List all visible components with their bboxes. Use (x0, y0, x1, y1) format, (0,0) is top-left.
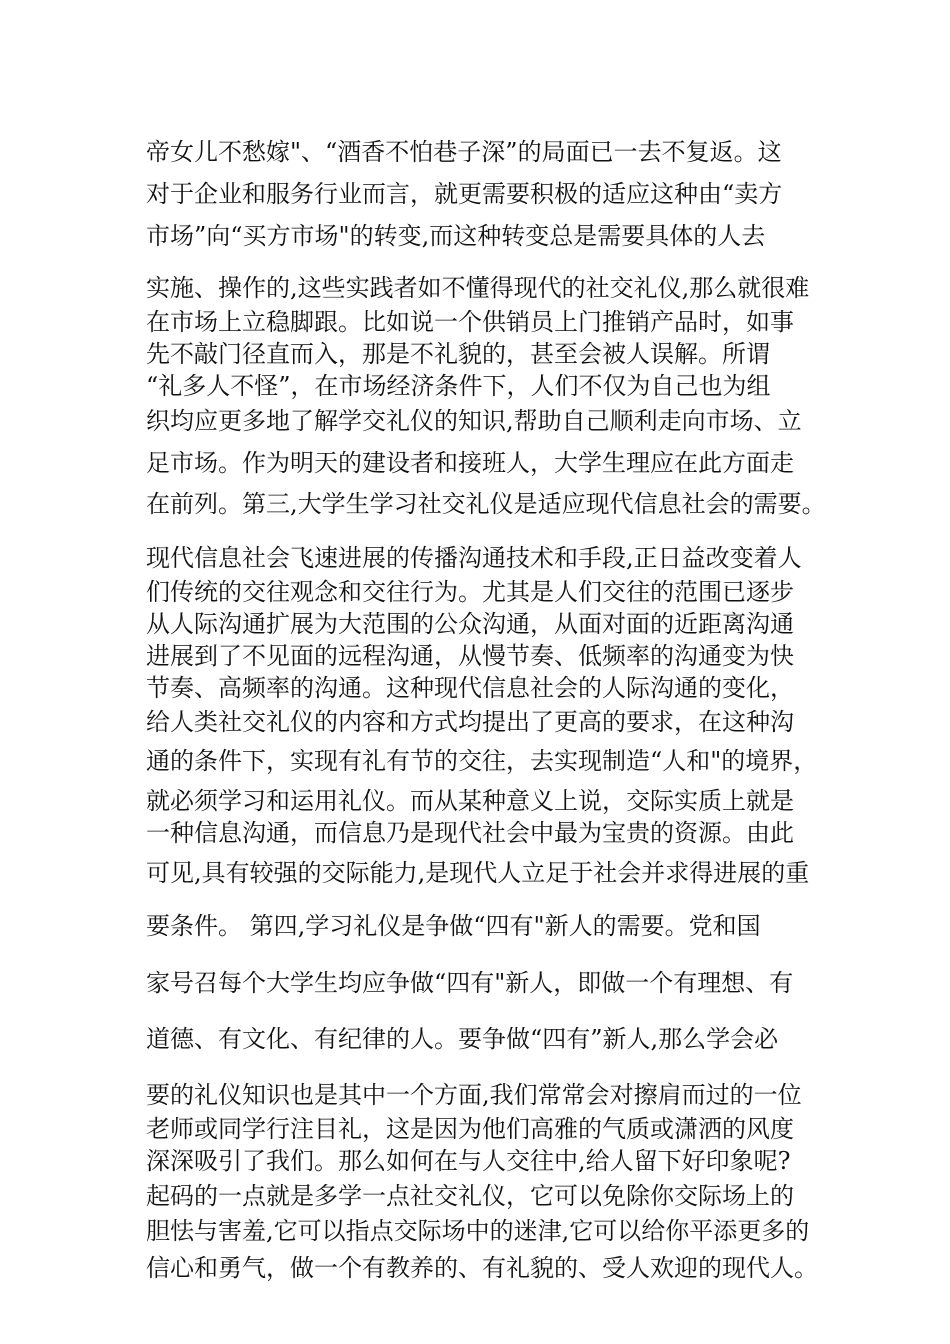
text-line: 道德、有文化、有纪律的人。要争做“四有”新人,那么学会必 (146, 1025, 779, 1053)
text-line: 通的条件下，实现有礼有节的交往，去实现制造“人和"的境界， (146, 747, 818, 775)
text-line: 深深吸引了我们。那么如何在与人交往中,给人留下好印象呢? (146, 1147, 791, 1175)
text-line: 足市场。作为明天的建设者和接班人，大学生理应在此方面走 (146, 449, 794, 477)
text-line: 一种信息沟通，而信息乃是现代社会中最为宝贵的资源。由此 (146, 819, 794, 847)
text-line: 要的礼仪知识也是其中一个方面,我们常常会对擦肩而过的一位 (146, 1081, 802, 1109)
text-line: 胆怯与害羞,它可以指点交际场中的迷津,它可以给你平添更多的 (146, 1217, 810, 1245)
text-line: 节奏、高频率的沟通。这种现代信息社会的人际沟通的变化， (146, 674, 794, 702)
text-line: 现代信息社会飞速进展的传播沟通技术和手段,正日益改变着人 (146, 544, 802, 572)
text-line: 可见,具有较强的交际能力,是现代人立足于社会并求得进展的重 (146, 859, 810, 887)
text-line: 先不敲门径直而入，那是不礼貌的，甚至会被人误解。所谓 (146, 340, 770, 368)
text-line: “礼多人不怪”，在市场经济条件下，人们不仅为自己也为组 (146, 372, 771, 400)
text-line: 对于企业和服务行业而言，就更需要积极的适应这种由“卖方 (146, 180, 783, 208)
text-line: 起码的一点就是多学一点社交礼仪，它可以免除你交际场上的 (146, 1182, 794, 1210)
text-line: 在前列。第三,大学生学习社交礼仪是适应现代信息社会的需要。 (146, 490, 826, 518)
text-line: 就必须学习和运用礼仪。而从某种意义上说，交际实质上就是 (146, 787, 794, 815)
text-line: 老师或同学行注目礼，这是因为他们高雅的气质或潇洒的风度 (146, 1115, 794, 1143)
text-line: 帝女儿不愁嫁"、“酒香不怕巷子深”的局面已一去不复返。这 (146, 138, 782, 166)
text-line: 在市场上立稳脚跟。比如说一个供销员上门推销产品时，如事 (146, 308, 794, 336)
text-line: 家号召每个大学生均应争做“四有"新人，即做一个有理想、有 (146, 969, 794, 997)
text-line: 给人类社交礼仪的内容和方式均提出了更高的要求，在这种沟 (146, 708, 794, 736)
text-line: 从人际沟通扩展为大范围的公众沟通，从面对面的近距离沟通 (146, 610, 794, 638)
text-line: 市场”向“买方市场"的转变,而这种转变总是需要具体的人去 (146, 222, 766, 250)
text-line: 实施、操作的,这些实践者如不懂得现代的社交礼仪,那么就很难 (146, 274, 810, 302)
text-line: 织均应更多地了解学交礼仪的知识,帮助自己顺利走向市场、立 (146, 407, 802, 435)
text-line: 们传统的交往观念和交往行为。尤其是人们交往的范围已逐步 (146, 578, 794, 606)
text-line: 要条件。 第四,学习礼仪是争做“四有"新人的需要。党和国 (146, 912, 761, 940)
text-line: 进展到了不见面的远程沟通，从慢节奏、低频率的沟通变为快 (146, 642, 794, 670)
text-line: 信心和勇气，做一个有教养的、有礼貌的、受人欢迎的现代人。 (146, 1254, 818, 1282)
